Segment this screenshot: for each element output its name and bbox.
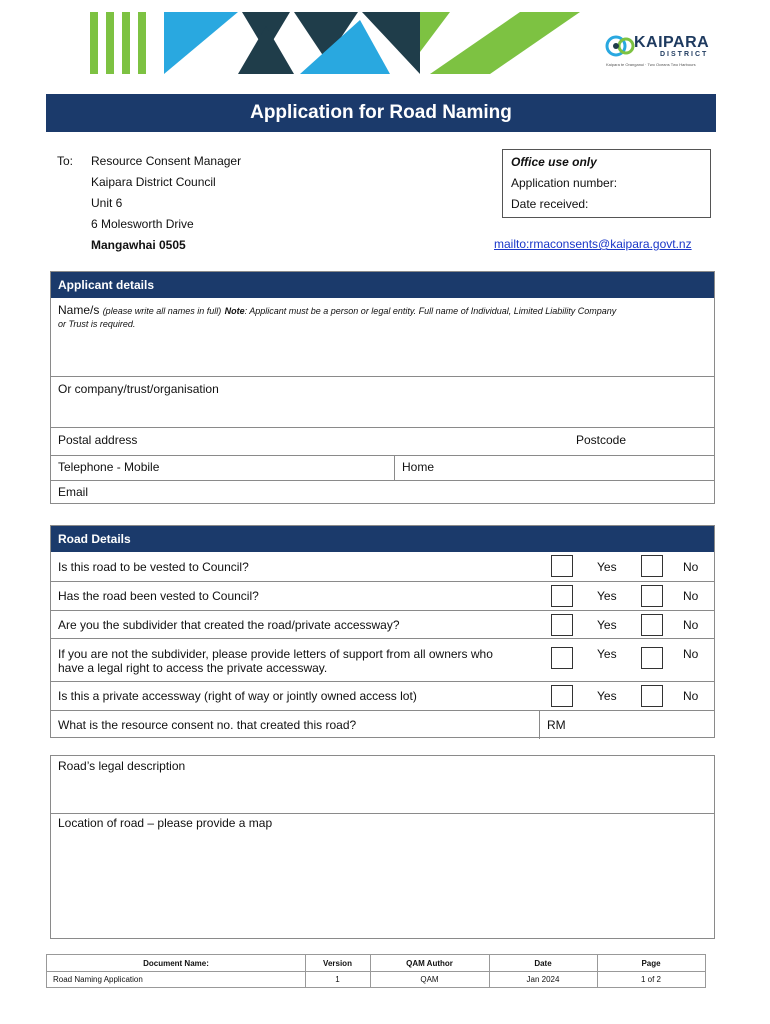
q-vested-to-council: Is this road to be vested to Council? xyxy=(58,560,249,574)
q4-line1: If you are not the subdivider, please provide letters of support from all owners who xyxy=(58,647,493,661)
logo-sub: DISTRICT xyxy=(660,51,709,58)
header-banner-graphic xyxy=(90,12,580,76)
address-line-3: Unit 6 xyxy=(91,196,123,210)
road-details-header: Road Details xyxy=(51,526,714,552)
q3-yes-checkbox[interactable] xyxy=(551,614,573,636)
rm-prefix[interactable]: RM xyxy=(547,718,566,732)
company-label: Or company/trust/organisation xyxy=(58,382,219,396)
home-label: Home xyxy=(402,460,435,474)
q2-yes-checkbox[interactable] xyxy=(551,585,573,607)
road-question-row xyxy=(51,610,714,638)
consent-divider xyxy=(539,711,540,739)
q4-yes-label: Yes xyxy=(597,647,617,661)
q5-yes-label: Yes xyxy=(597,689,617,703)
q-been-vested: Has the road been vested to Council? xyxy=(58,589,259,603)
q-private-accessway: Is this a private accessway (right of way or jointly owned access lot) xyxy=(58,689,417,703)
footer-doc-name: Road Naming Application xyxy=(53,975,143,984)
email-label: Email xyxy=(58,485,89,499)
q-subdivider: Are you the subdivider that created the road/private accessway? xyxy=(58,618,400,632)
footer-page: 1 of 2 xyxy=(640,975,661,984)
legal-description-label: Road’s legal description xyxy=(58,759,186,773)
q3-no-checkbox[interactable] xyxy=(641,614,663,636)
applicant-details-section xyxy=(50,271,715,504)
names-note-line2: or Trust is required. xyxy=(58,319,136,329)
postal-address-field[interactable] xyxy=(51,427,714,455)
mobile-label: Telephone - Mobile xyxy=(58,460,160,474)
location-field[interactable] xyxy=(51,813,714,939)
names-note-bold: Note xyxy=(224,306,245,316)
q5-yes-checkbox[interactable] xyxy=(551,685,573,707)
q1-no-checkbox[interactable] xyxy=(641,555,663,577)
footer-date: Jan 2024 xyxy=(526,975,560,984)
q2-no-checkbox[interactable] xyxy=(641,585,663,607)
q3-no-label: No xyxy=(683,618,699,632)
date-received-label: Date received: xyxy=(511,197,589,211)
road-question-row xyxy=(51,552,714,581)
logo-tagline: Kaipara te Oranganui · Two Oceans Two Harbours xyxy=(606,62,696,67)
q4-no-checkbox[interactable] xyxy=(641,647,663,669)
office-use-box xyxy=(502,149,711,218)
legal-description-field[interactable] xyxy=(51,756,714,813)
company-field[interactable] xyxy=(51,376,714,427)
q2-no-label: No xyxy=(683,589,699,603)
q3-yes-label: Yes xyxy=(597,618,617,632)
resource-consent-row xyxy=(51,710,714,738)
address-line-5: Mangawhai 0505 xyxy=(91,238,186,252)
address-line-1: Resource Consent Manager xyxy=(91,154,242,168)
location-label: Location of road – please provide a map xyxy=(58,816,273,830)
q5-no-checkbox[interactable] xyxy=(641,685,663,707)
names-note-post: : Applicant must be a person or legal entity. Full name of Individual, Limited Liability Company xyxy=(244,306,617,316)
to-label: To: xyxy=(57,154,74,168)
address-line-2: Kaipara District Council xyxy=(91,175,216,189)
road-legal-section xyxy=(50,755,715,939)
road-question-row xyxy=(51,581,714,610)
postcode-label: Postcode xyxy=(576,433,627,447)
road-details-section xyxy=(50,525,715,738)
q1-no-label: No xyxy=(683,560,699,574)
names-field[interactable] xyxy=(51,298,714,376)
email-field[interactable] xyxy=(51,480,714,504)
names-label: Name/s xyxy=(58,303,100,317)
q1-yes-checkbox[interactable] xyxy=(551,555,573,577)
q1-yes-label: Yes xyxy=(597,560,617,574)
q4-yes-checkbox[interactable] xyxy=(551,647,573,669)
form-title: Application for Road Naming xyxy=(250,102,512,123)
footer-version-header: Version xyxy=(323,959,352,968)
application-number-label: Application number: xyxy=(511,176,618,190)
telephone-row xyxy=(51,455,714,480)
q5-no-label: No xyxy=(683,689,699,703)
names-note-pre: (please write all names in full) xyxy=(102,306,222,316)
postal-address-label: Postal address xyxy=(58,433,138,447)
email-link[interactable]: mailto:rmaconsents@kaipara.govt.nz xyxy=(494,237,692,251)
logo-name: KAIPARA xyxy=(634,34,710,51)
phone-divider xyxy=(394,456,395,481)
footer-date-header: Date xyxy=(534,959,552,968)
office-use-header: Office use only xyxy=(511,155,597,169)
q4-no-label: No xyxy=(683,647,699,661)
applicant-details-header: Applicant details xyxy=(51,272,714,298)
footer-doc-header: Document Name: xyxy=(143,959,209,968)
address-line-4: 6 Molesworth Drive xyxy=(91,217,194,231)
q4-line2: have a legal right to access the private accessway. xyxy=(58,661,328,675)
document-footer-table xyxy=(46,954,706,988)
footer-version: 1 xyxy=(335,975,340,984)
q-letters-of-support xyxy=(58,647,493,675)
road-question-row xyxy=(51,638,714,681)
q2-yes-label: Yes xyxy=(597,589,617,603)
footer-author-header: QAM Author xyxy=(406,959,453,968)
road-question-row xyxy=(51,681,714,710)
footer-author: QAM xyxy=(420,975,439,984)
q-resource-consent-no: What is the resource consent no. that created this road? xyxy=(58,718,357,732)
form-title-bar xyxy=(46,94,716,132)
footer-page-header: Page xyxy=(641,959,661,968)
